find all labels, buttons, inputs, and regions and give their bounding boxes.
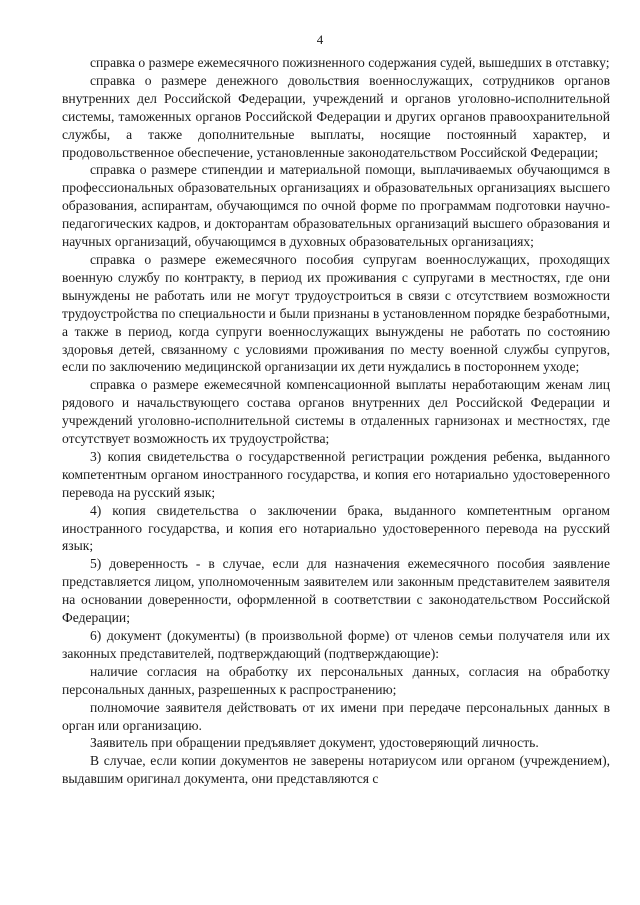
paragraph-military-pay: справка о размере денежного довольствия военнослужащих, сотрудников органов внутренних дел Российской Федерации, учреждений и органов уголовно-исполнительной системы, таможенных органов Российской Федерации и других органов правоохранительной службы, а также дополнительные выплаты, носящие постоянный характер, и продовольственное обеспечение, установленные законодательством Российской Федерации; [62, 72, 610, 160]
paragraph-authority: полномочие заявителя действовать от их имени при передаче персональных данных в орган или организацию. [62, 699, 610, 733]
paragraph-copies-certification: В случае, если копии документов не заверены нотариусом или органом (учреждением), выдавшим оригинал документа, они представляются с [62, 753, 610, 787]
paragraph-identity-document: Заявитель при обращении предъявляет документ, удостоверяющий личность. [90, 735, 539, 751]
paragraph-item-4-marriage-certificate: 4) копия свидетельства о заключении брака, выданного компетентным органом иностранного государства, и копия его нотариально удостоверенного перевода на русский язык; [62, 502, 610, 554]
paragraph-compensation-wives: справка о размере ежемесячной компенсационной выплаты неработающим женам лиц рядового и начальствующего состава органов внутренних дел Российской Федерации и учреждений уголовно-исполнительной системы в отдаленных гарнизонах и местностях, где отсутствует возможность их трудоустройства; [62, 377, 610, 447]
paragraph-consent: наличие согласия на обработку их персональных данных, согласия на обработку персональных данных, разрешенных к распространению; [62, 663, 610, 697]
paragraph-item-6-family-documents: 6) документ (документы) (в произвольной форме) от членов семьи получателя или их законных представителей, подтверждающий (подтверждающие): [62, 628, 610, 661]
page-number: 4 [316, 32, 324, 47]
paragraph-stipend: справка о размере стипендии и материальной помощи, выплачиваемых обучающимся в профессиональных образовательных организациях и образовательных организациях высшего образования, аспирантам, обучающимся по очной форме по программам подготовки научно-педагогических кадров, и докторантам образовательных организаций высшего образования и научных организаций, обучающимся в духовных образовательных организациях; [62, 162, 610, 250]
paragraph-judges-allowance: справка о размере ежемесячного пожизненного содержания судей, вышедших в отставку; [90, 55, 610, 70]
paragraph-spouse-allowance: справка о размере ежемесячного пособия супругам военнослужащих, проходящих военную службу по контракту, в период их проживания с супругами в местностях, где они вынуждены не работать или не могут трудоустроиться в связи с отсутствием возможности трудоустройства по специальности и были признаны в установленном порядке безработными, а также в период, когда супруги военнослужащих вынуждены не работать по состоянию здоровья детей, связанному с условиями проживания по месту военной службы супругов, если по заключению медицинской организации их дети нуждались в постороннем уходе; [62, 251, 610, 375]
paragraph-item-3-birth-certificate: 3) копия свидетельства о государственной регистрации рождения ребенка, выданного компетентным органом иностранного государства, и копия его нотариально удостоверенного перевода на русский язык; [62, 448, 610, 500]
document-body [62, 54, 610, 788]
paragraph-item-5-power-of-attorney: 5) доверенность - в случае, если для назначения ежемесячного пособия заявление представляется лицом, уполномоченным заявителем или законным представителем заявителя на основании доверенности, оформленной в соответствии с законодательством Российской Федерации; [62, 556, 610, 626]
